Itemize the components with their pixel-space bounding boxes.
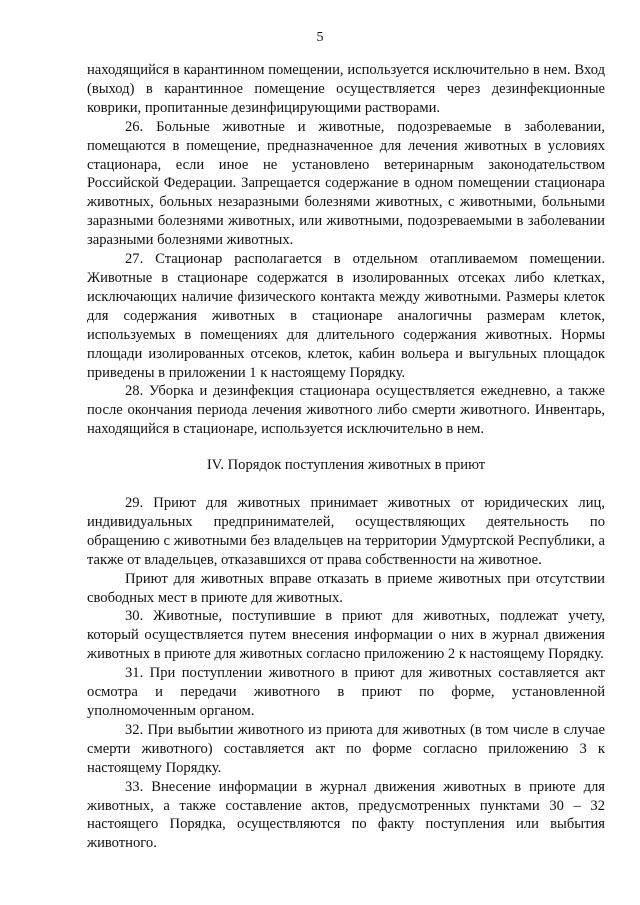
paragraph-continuation: находящийся в карантинном помещении, используется исключительно в нем. Вход (выход) в карантинное помещение осуществляется через дезинфекционные коврики, пропитанные дезинфицирующими растворами. — [87, 62, 605, 116]
paragraph-30: 30. Животные, поступившие в приют для животных, подлежат учету, который осуществляется путем внесения информации о них в журнал движения животных в приюте для животных согласно приложению 2 к настоящему Порядку. — [87, 608, 605, 663]
paragraph-33: 33. Внесение информации в журнал движения животных в приюте для животных, а также составление актов, предусмотренных пунктами 30 – 32 настоящего Порядка, осуществляются по факту поступления или выбытия животного. — [87, 778, 605, 852]
paragraph-31: 31. При поступлении животного в приют для животных составляется акт осмотра и передачи животного в приют по форме, установленной уполномоченным органом. — [87, 665, 605, 719]
paragraph-27: 27. Стационар располагается в отдельном отапливаемом помещении. Животные в стационаре содержатся в изолированных отсеках либо клетках, исключающих наличие физического контакта между животными. Размеры клеток для содержания животных в стационаре аналогичны размерам клеток, используемых в помещениях для длительного содержания животных. Нормы площади изолированных отсеков, клеток, кабин вольера и выгульных площадок приведены в приложении 1 к настоящему Порядку. — [87, 251, 605, 381]
paragraph-28: 28. Уборка и дезинфекция стационара осуществляется ежедневно, а также после окончания периода лечения животного либо смерти животного. Инвентарь, находящийся в стационаре, используется исключительно в нем. — [87, 383, 605, 438]
paragraph-26: 26. Больные животные и животные, подозреваемые в заболевании, помещаются в помещение, предназначенное для лечения животных в условиях стационара, если иное не установлено ветеринарным законодательством Российской Федерации. Запрещается содержание в одном помещении стационара животных, больных незаразными болезнями животных, с животными, больными заразными болезнями животных, или животными, подозреваемыми в заболевании заразными болезнями животных. — [87, 118, 605, 249]
paragraph-29-refusal: Приют для животных вправе отказать в приеме животных при отсутствии свободных мест в приюте для животных. — [87, 570, 605, 606]
section-heading: IV. Порядок поступления животных в приют — [206, 457, 486, 474]
document-body — [87, 61, 605, 853]
page-number: 5 — [316, 30, 324, 45]
paragraph-29: 29. Приют для животных принимает животных от юридических лиц, индивидуальных предпринимателей, осуществляющих деятельность по обращению с животными без владельцев на территории Удмуртской Республики, а также от владельцев, отказавшихся от права собственности на животное. — [87, 495, 605, 568]
paragraph-32: 32. При выбытии животного из приюта для животных (в том числе в случае смерти животного) составляется акт по форме согласно приложению 3 к настоящему Порядку. — [87, 721, 605, 776]
